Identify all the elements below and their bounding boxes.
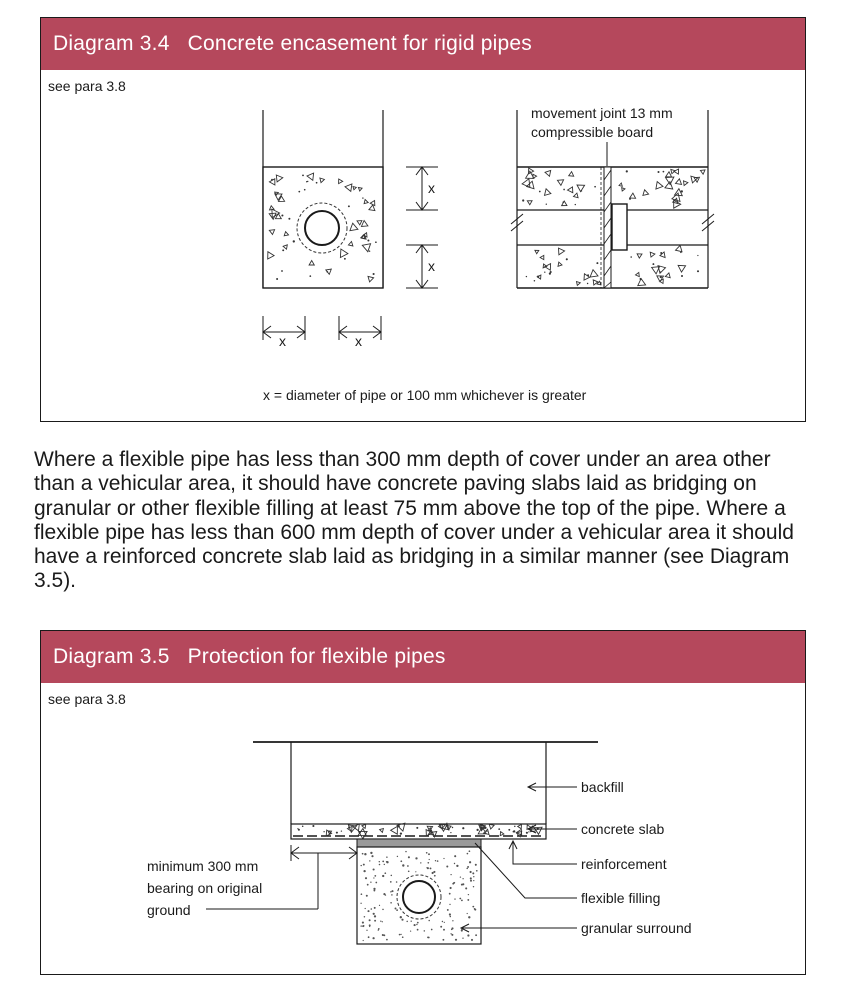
- diagram-3-4-panel: [40, 17, 806, 422]
- concrete-encasement-figure: [41, 18, 807, 423]
- dimension-x-label: x: [279, 333, 286, 349]
- rigid-pipe: [305, 211, 339, 245]
- backfill-label: backfill: [581, 779, 624, 795]
- see-para-reference: see para 3.8: [48, 691, 126, 707]
- bearing-label: ground: [147, 902, 191, 918]
- granular-surround-label: granular surround: [581, 920, 692, 936]
- pipe-joint-socket: [612, 204, 627, 250]
- diagram-number: Diagram 3.5: [53, 645, 170, 668]
- diagram-3-5-panel: [40, 630, 806, 975]
- diagram-number: Diagram 3.4: [53, 32, 170, 55]
- flexible-pipe: [403, 881, 435, 913]
- bearing-dimension: [206, 845, 357, 909]
- compressible-board: [604, 167, 611, 288]
- bearing-label: minimum 300 mm: [147, 858, 259, 874]
- movement-joint-label: movement joint 13 mm: [531, 105, 673, 121]
- see-para-reference: see para 3.8: [48, 78, 126, 94]
- diagram-title: Concrete encasement for rigid pipes: [187, 32, 532, 55]
- movement-joint-label: compressible board: [531, 124, 654, 140]
- dimension-x-label: x: [428, 258, 435, 274]
- concrete-slab-label: concrete slab: [581, 821, 665, 837]
- reinforcement-label: reinforcement: [581, 856, 667, 872]
- dimension-x-label: x: [428, 180, 435, 196]
- diagram-title: Protection for flexible pipes: [187, 645, 446, 668]
- flexible-pipe-protection-figure: [41, 631, 807, 976]
- bearing-label: bearing on original: [147, 880, 263, 896]
- flexible-filling-layer: [357, 839, 481, 847]
- pipe-diameter-note: x = diameter of pipe or 100 mm whichever is greater: [263, 387, 587, 403]
- body-paragraph: Where a flexible pipe has less than 300 mm depth of cover under an area other than a vehicular area, it should have concrete paving slabs laid as bridging on granular or other flexible filling at least 75 mm above the top of the pipe. Where a flexible pipe has less than 600 mm depth of cover under a vehicular area it should have a reinforced concrete slab laid as bridging in a similar manner (see Diagram 3.5).: [34, 448, 794, 593]
- dimension-x-label: x: [355, 333, 362, 349]
- flexible-filling-label: flexible filling: [581, 890, 661, 906]
